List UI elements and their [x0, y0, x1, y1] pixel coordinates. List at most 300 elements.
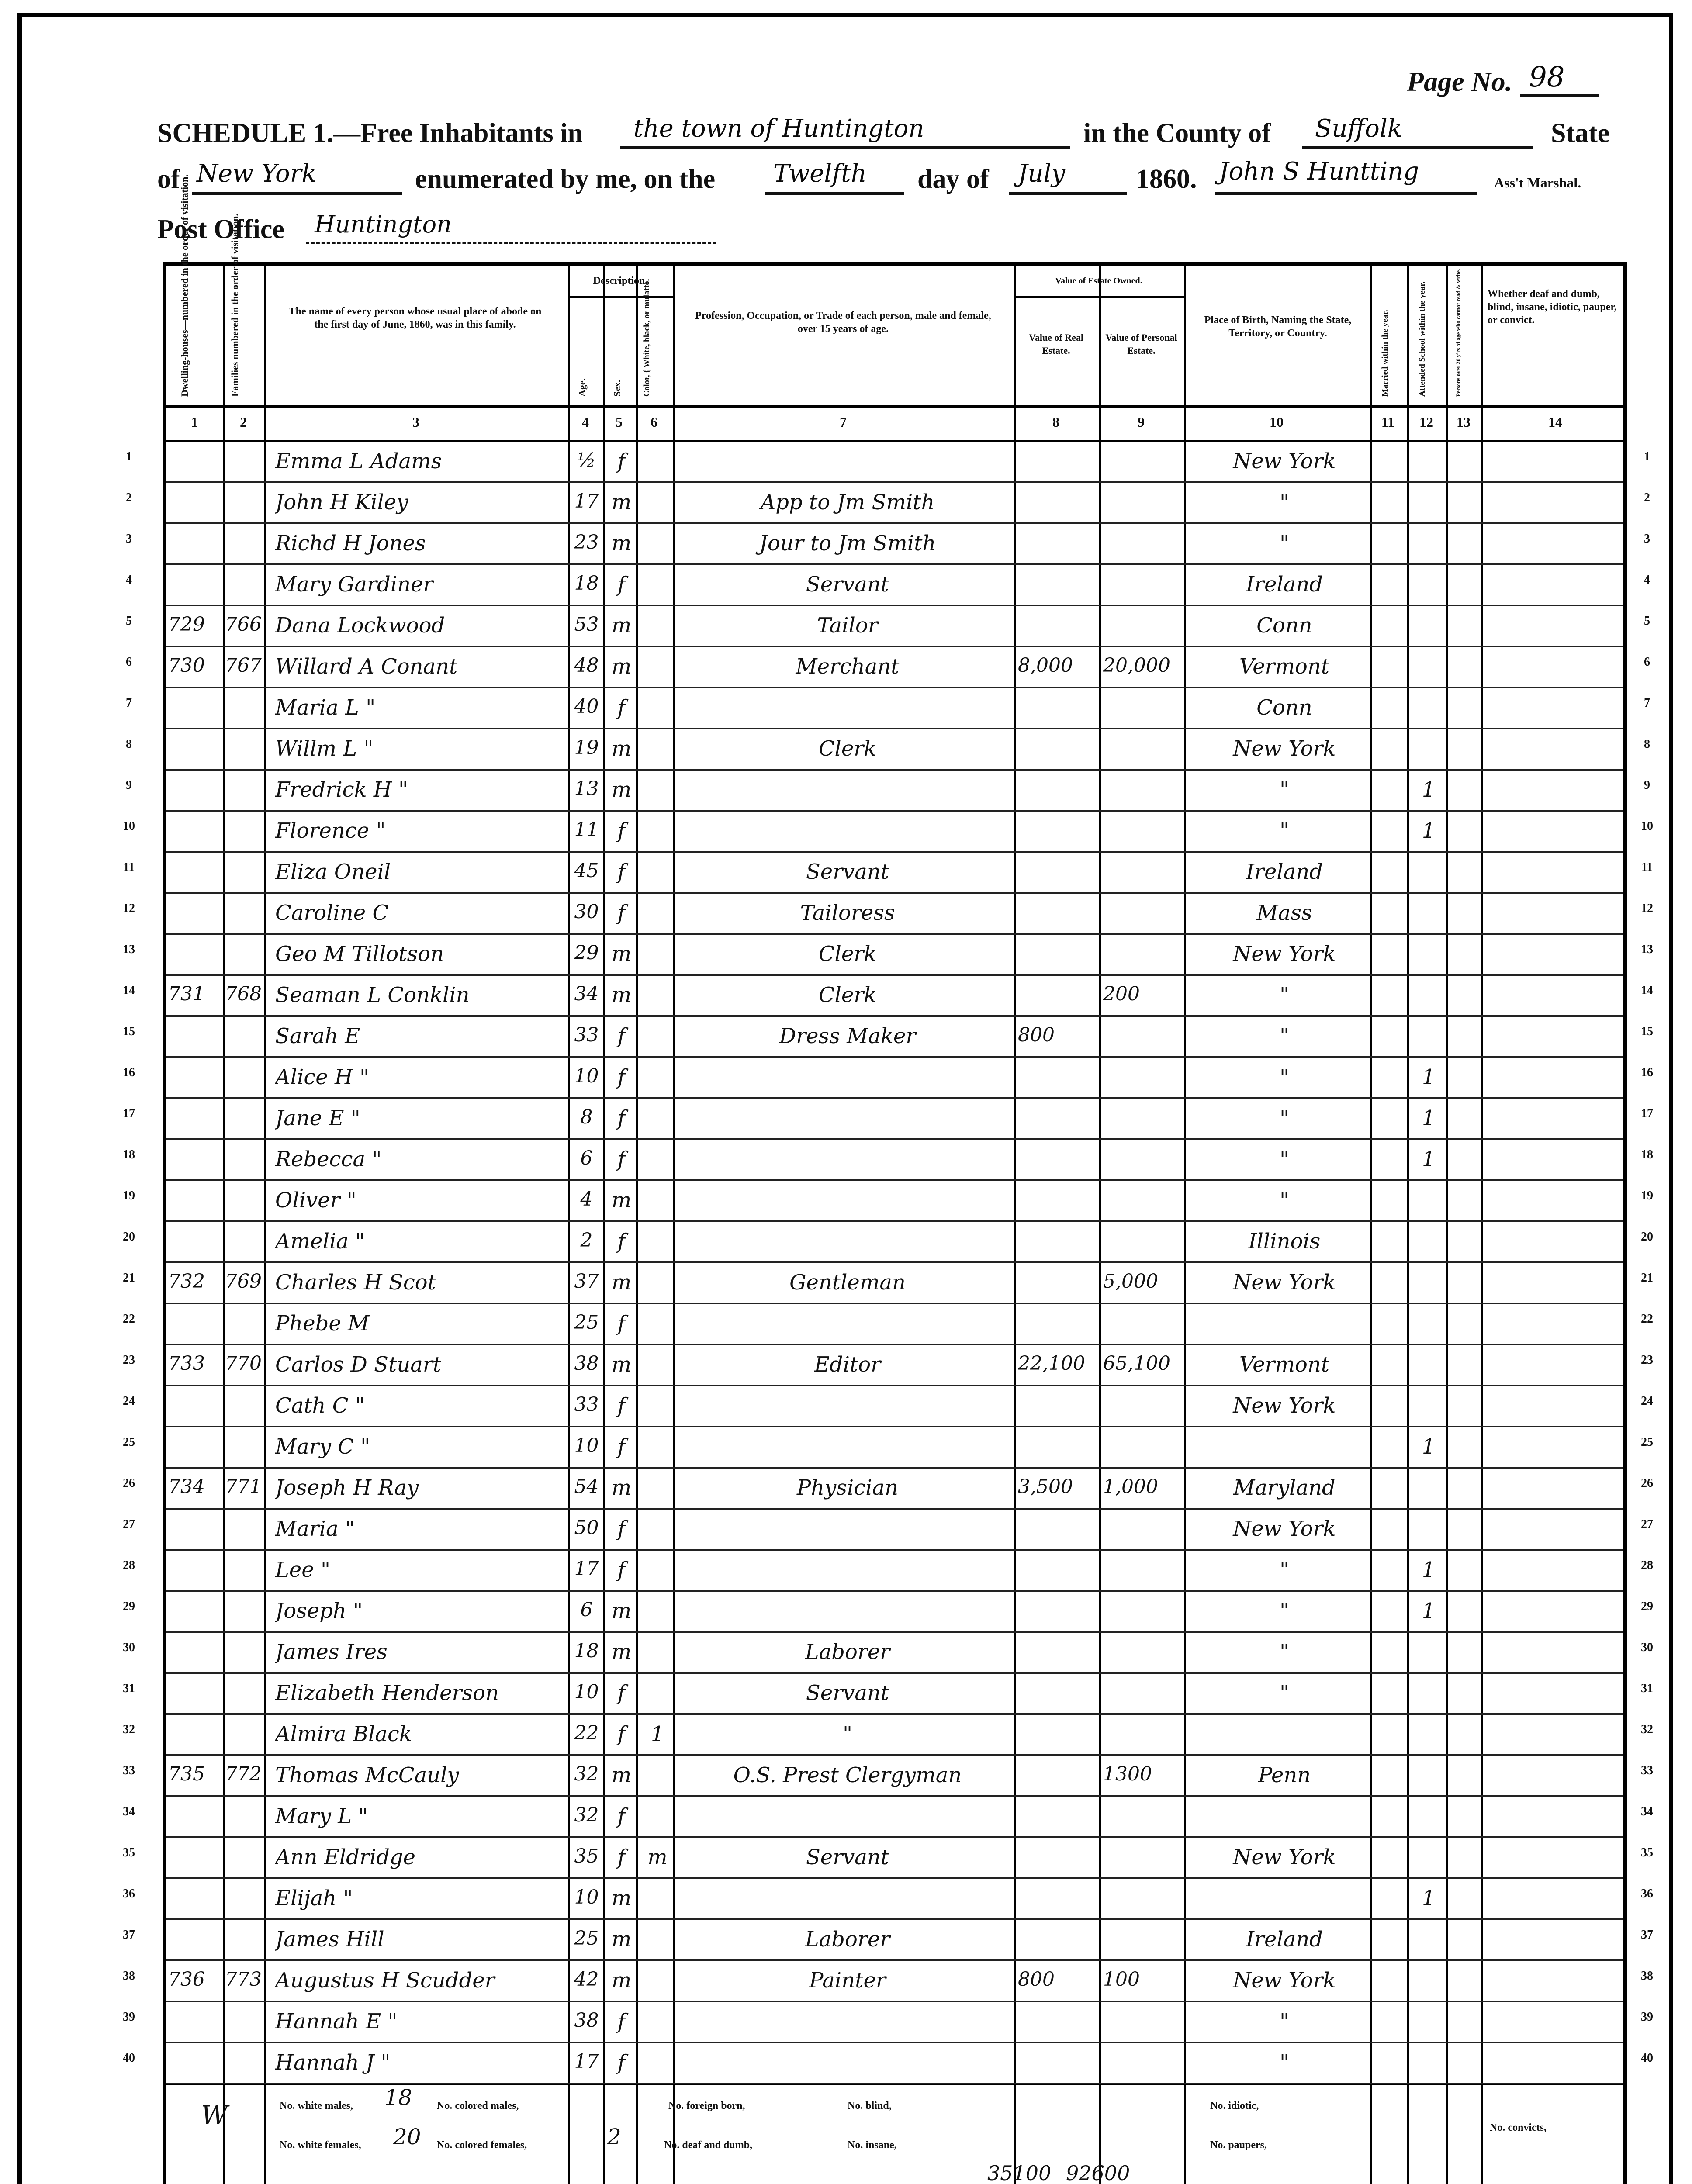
column-number: 13: [1457, 414, 1471, 430]
family-number: 770: [225, 1352, 262, 1375]
row-number-right: 27: [1641, 1517, 1653, 1531]
row-divider: [166, 974, 1623, 976]
personal-estate-value: 20,000: [1103, 654, 1170, 677]
header-personal-estate: Value of Personal Estate.: [1105, 332, 1177, 356]
month-value: July: [1018, 159, 1066, 188]
sex: f: [617, 1065, 626, 1089]
sex: f: [617, 695, 626, 720]
colnum-bottom: [166, 440, 1623, 442]
family-number: 772: [225, 1763, 262, 1785]
birthplace: New York: [1233, 1517, 1336, 1541]
sex: f: [617, 901, 626, 925]
col-divider: [1446, 266, 1448, 2184]
column-number: 11: [1381, 414, 1395, 430]
header-description: Description.: [593, 275, 648, 287]
birthplace: Conn: [1256, 695, 1312, 720]
row-number-left: 33: [123, 1764, 135, 1777]
header-illiterate: Persons over 20 y'rs of age who cannot read & write.: [1455, 269, 1461, 397]
col-divider: [1014, 266, 1016, 2184]
attended-school: 1: [1422, 1434, 1436, 1459]
birthplace: ": [1279, 490, 1290, 515]
person-name: John H Kiley: [275, 490, 408, 515]
occupation: Servant: [806, 572, 889, 597]
birthplace: New York: [1233, 449, 1336, 473]
attended-school: 1: [1422, 1147, 1436, 1171]
sex: f: [617, 819, 626, 843]
row-number-left: 21: [123, 1271, 135, 1285]
person-name: Willm L ": [275, 736, 374, 761]
column-number: 6: [651, 414, 657, 430]
header-families: Families numbered in the order of visitation.: [229, 213, 240, 397]
row-number-right: 33: [1641, 1764, 1653, 1777]
col-divider: [1099, 266, 1101, 2184]
person-name: Mary L ": [275, 1804, 368, 1828]
occupation: Clerk: [818, 942, 877, 966]
person-name: Almira Black: [275, 1722, 412, 1746]
total-real-estate: 35100: [987, 2161, 1052, 2184]
post-office-label: Post Office: [157, 214, 284, 244]
paupers-label: No. paupers,: [1210, 2139, 1267, 2151]
row-number-left: 17: [123, 1107, 135, 1120]
description-divider: [568, 296, 673, 298]
year-label: 1860.: [1136, 164, 1197, 194]
row-number-left: 27: [123, 1517, 135, 1531]
row-divider: [166, 728, 1623, 729]
page-number-label: Page No.: [1407, 66, 1512, 97]
sex: f: [617, 572, 626, 597]
occupation: Clerk: [818, 983, 877, 1007]
row-number-left: 4: [126, 573, 132, 587]
row-number-right: 7: [1644, 696, 1650, 710]
sex: f: [617, 1804, 626, 1828]
row-number-left: 32: [123, 1723, 135, 1736]
column-number: 10: [1270, 414, 1284, 430]
row-divider: [166, 1220, 1623, 1222]
header-real-estate: Value of Real Estate.: [1028, 332, 1084, 356]
age: 32: [574, 1804, 599, 1826]
sex: m: [611, 1352, 632, 1377]
age: 50: [574, 1517, 599, 1539]
row-divider: [166, 687, 1623, 688]
row-number-left: 37: [123, 1928, 135, 1942]
row-number-right: 13: [1641, 943, 1653, 956]
birthplace: ": [1279, 1599, 1290, 1623]
person-name: James Hill: [275, 1927, 384, 1952]
row-divider: [166, 522, 1623, 524]
occupation: Servant: [806, 1681, 889, 1705]
day-of-label: day of: [917, 164, 989, 194]
occupation: Laborer: [805, 1927, 890, 1952]
age: 54: [574, 1476, 599, 1498]
birthplace: Ireland: [1246, 1927, 1323, 1952]
row-number-right: 11: [1641, 860, 1653, 874]
row-divider: [166, 481, 1623, 483]
real-estate-value: 22,100: [1018, 1352, 1085, 1375]
sex: m: [611, 1599, 632, 1623]
person-name: Elijah ": [275, 1886, 353, 1911]
col-divider: [636, 266, 638, 2184]
row-divider: [166, 851, 1623, 853]
row-number-left: 11: [123, 860, 135, 874]
birthplace: Conn: [1256, 613, 1312, 638]
row-divider: [166, 933, 1623, 935]
age: 29: [574, 942, 599, 964]
colored-females-value: 2: [607, 2124, 621, 2149]
birthplace: ": [1279, 1024, 1290, 1048]
attended-school: 1: [1422, 1065, 1436, 1089]
row-number-right: 24: [1641, 1394, 1653, 1408]
row-number-right: 31: [1641, 1682, 1653, 1695]
row-divider: [166, 1303, 1623, 1304]
column-number: 14: [1548, 414, 1562, 430]
estate-divider: [1014, 296, 1184, 298]
header-school: Attended School within the year.: [1418, 281, 1427, 397]
dwelling-number: 733: [168, 1352, 205, 1375]
occupation: Servant: [806, 1845, 889, 1870]
row-number-left: 22: [123, 1312, 135, 1326]
row-divider: [166, 1426, 1623, 1427]
marshal-label: Ass't Marshal.: [1494, 175, 1581, 190]
deaf-dumb-label: No. deaf and dumb,: [664, 2139, 753, 2151]
column-number: 2: [240, 414, 247, 430]
white-males-label: No. white males,: [280, 2100, 353, 2111]
person-name: Willard A Conant: [275, 654, 458, 679]
person-name: Maria L ": [275, 695, 376, 720]
day-underline: [765, 192, 904, 195]
family-number: 768: [225, 983, 262, 1005]
column-number: 4: [582, 414, 589, 430]
age: 17: [574, 490, 599, 512]
row-number-left: 7: [126, 696, 132, 710]
row-number-left: 31: [123, 1682, 135, 1695]
sex: f: [617, 2050, 626, 2075]
row-divider: [166, 1795, 1623, 1797]
row-number-right: 21: [1641, 1271, 1653, 1285]
row-number-right: 10: [1641, 819, 1653, 833]
row-number-right: 28: [1641, 1559, 1653, 1572]
row-divider: [166, 1344, 1623, 1345]
post-office-value: Huntington: [315, 211, 452, 238]
attended-school: 1: [1422, 819, 1436, 843]
county-label: in the County of: [1083, 118, 1271, 148]
person-name: Florence ": [275, 819, 386, 843]
header-condition: Whether deaf and dumb, blind, insane, idiotic, pauper, or convict.: [1488, 288, 1617, 326]
age: 10: [574, 1065, 599, 1087]
row-number-left: 26: [123, 1476, 135, 1490]
row-number-right: 22: [1641, 1312, 1653, 1326]
row-divider: [166, 2083, 1623, 2084]
age: 4: [580, 1188, 593, 1210]
header-dwelling: Dwelling-houses—numbered in the order of visitation.: [179, 174, 190, 397]
birthplace: Penn: [1258, 1763, 1311, 1787]
sex: f: [617, 1393, 626, 1418]
birthplace: ": [1279, 531, 1290, 556]
header-color: Color, { White, black, or mulatto.: [642, 279, 651, 397]
idiotic-label: No. idiotic,: [1210, 2100, 1259, 2111]
person-name: Joseph ": [275, 1599, 363, 1623]
person-name: Dana Lockwood: [275, 613, 445, 638]
row-divider: [166, 1261, 1623, 1263]
row-number-left: 2: [126, 491, 132, 505]
age: 10: [574, 1434, 599, 1457]
row-divider: [166, 1508, 1623, 1510]
white-females-label: No. white females,: [280, 2139, 361, 2151]
row-divider: [166, 1836, 1623, 1838]
row-divider: [166, 892, 1623, 894]
occupation: Painter: [809, 1968, 886, 1993]
family-number: 767: [225, 654, 262, 677]
person-name: Elizabeth Henderson: [275, 1681, 499, 1705]
header-married: Married within the year.: [1381, 310, 1390, 397]
column-number: 5: [616, 414, 623, 430]
age: 40: [574, 695, 599, 718]
birthplace: Vermont: [1239, 654, 1330, 679]
age: 18: [574, 572, 599, 594]
age: 53: [574, 613, 599, 636]
row-divider: [166, 769, 1623, 771]
person-name: Seaman L Conklin: [275, 983, 470, 1007]
sex: f: [617, 1147, 626, 1171]
sex: m: [611, 1270, 632, 1295]
sex: f: [617, 1229, 626, 1254]
row-number-left: 15: [123, 1025, 135, 1038]
schedule-title: SCHEDULE 1.—Free Inhabitants in: [157, 118, 583, 148]
sex: f: [617, 1311, 626, 1336]
age: 6: [580, 1147, 593, 1169]
row-divider: [166, 1590, 1623, 1592]
row-number-right: 9: [1644, 778, 1650, 792]
attended-school: 1: [1422, 1599, 1436, 1623]
row-number-right: 32: [1641, 1723, 1653, 1736]
row-divider: [166, 1959, 1623, 1961]
sex: f: [617, 1517, 626, 1541]
colored-females-label: No. colored females,: [437, 2139, 527, 2151]
marshal-underline: [1215, 192, 1477, 195]
sex: m: [611, 1763, 632, 1787]
person-name: Eliza Oneil: [275, 860, 391, 884]
person-name: James Ires: [275, 1640, 388, 1664]
white-females-value: 20: [393, 2124, 421, 2149]
sex: m: [611, 531, 632, 556]
color: m: [647, 1845, 668, 1870]
row-number-right: 2: [1644, 491, 1650, 505]
row-number-right: 23: [1641, 1353, 1653, 1367]
occupation: O.S. Prest Clergyman: [733, 1763, 962, 1787]
person-name: Ann Eldridge: [275, 1845, 416, 1870]
white-males-value: 18: [384, 2085, 412, 2110]
age: 19: [574, 736, 599, 759]
row-divider: [166, 1631, 1623, 1633]
birthplace: ": [1279, 819, 1290, 843]
header-sex: Sex.: [612, 380, 623, 397]
age: 42: [574, 1968, 599, 1990]
column-number: 9: [1138, 414, 1145, 430]
state-value: New York: [197, 159, 317, 188]
occupation: Dress Maker: [779, 1024, 916, 1048]
age: 35: [574, 1845, 599, 1867]
birthplace: New York: [1233, 942, 1336, 966]
row-divider: [166, 1097, 1623, 1099]
row-divider: [166, 1056, 1623, 1058]
person-name: Amelia ": [275, 1229, 365, 1254]
birthplace: ": [1279, 778, 1290, 802]
person-name: Caroline C: [275, 901, 389, 925]
dwelling-number: 736: [168, 1968, 205, 1990]
row-number-left: 13: [123, 943, 135, 956]
person-name: Joseph H Ray: [275, 1476, 419, 1500]
age: 34: [574, 983, 599, 1005]
color: 1: [651, 1722, 664, 1746]
row-number-left: 19: [123, 1189, 135, 1203]
row-divider: [166, 2042, 1623, 2043]
header-birthplace: Place of Birth, Naming the State, Territory, or Country.: [1204, 314, 1352, 339]
birthplace: Maryland: [1233, 1476, 1336, 1500]
row-number-right: 38: [1641, 1969, 1653, 1983]
col-divider: [1370, 266, 1372, 2184]
age: 32: [574, 1763, 599, 1785]
row-number-right: 36: [1641, 1887, 1653, 1901]
row-divider: [166, 2001, 1623, 2002]
row-number-right: 29: [1641, 1600, 1653, 1613]
age: 8: [580, 1106, 593, 1128]
person-name: Geo M Tillotson: [275, 942, 444, 966]
header-age: Age.: [577, 378, 588, 397]
row-number-right: 14: [1641, 984, 1653, 997]
personal-estate-value: 100: [1103, 1968, 1140, 1990]
family-number: 773: [225, 1968, 262, 1990]
person-name: Mary Gardiner: [275, 572, 433, 597]
col-divider: [673, 266, 675, 2184]
enumerator-mark: W: [201, 2100, 228, 2131]
sex: f: [617, 1558, 626, 1582]
row-number-right: 40: [1641, 2051, 1653, 2065]
person-name: Mary C ": [275, 1434, 370, 1459]
dwelling-number: 732: [168, 1270, 205, 1292]
birthplace: ": [1279, 1065, 1290, 1089]
blind-label: No. blind,: [848, 2100, 892, 2111]
age: 25: [574, 1927, 599, 1949]
age: 22: [574, 1722, 599, 1744]
occupation: Gentleman: [789, 1270, 906, 1295]
row-number-right: 15: [1641, 1025, 1653, 1038]
row-number-left: 14: [123, 984, 135, 997]
birthplace: Ireland: [1246, 572, 1323, 597]
row-number-left: 29: [123, 1600, 135, 1613]
person-name: Sarah E: [275, 1024, 360, 1048]
row-number-right: 3: [1644, 532, 1650, 546]
row-number-left: 23: [123, 1353, 135, 1367]
row-divider: [166, 1015, 1623, 1017]
birthplace: New York: [1233, 736, 1336, 761]
sex: f: [617, 1681, 626, 1705]
attended-school: 1: [1422, 1886, 1436, 1911]
birthplace: ": [1279, 1681, 1290, 1705]
dwelling-number: 731: [168, 983, 205, 1005]
sex: m: [611, 942, 632, 966]
person-name: Lee ": [275, 1558, 331, 1582]
post-office-underline: [306, 242, 716, 244]
sex: m: [611, 654, 632, 679]
row-number-left: 1: [126, 450, 132, 463]
row-divider: [166, 1754, 1623, 1756]
row-divider: [166, 1467, 1623, 1469]
row-number-left: 34: [123, 1805, 135, 1818]
foreign-born-label: No. foreign born,: [668, 2100, 745, 2111]
person-name: Cath C ": [275, 1393, 365, 1418]
county-value: Suffolk: [1315, 114, 1402, 143]
family-number: 771: [225, 1476, 262, 1498]
row-number-left: 16: [123, 1066, 135, 1079]
enumerated-label: enumerated by me, on the: [415, 164, 716, 194]
row-divider: [166, 605, 1623, 606]
month-underline: [1009, 192, 1127, 195]
person-name: Fredrick H ": [275, 778, 408, 802]
of-label: of: [157, 164, 180, 194]
town-underline: [620, 146, 1070, 149]
sex: f: [617, 1722, 626, 1746]
column-number: 12: [1419, 414, 1433, 430]
real-estate-value: 800: [1018, 1968, 1055, 1990]
sex: f: [617, 1106, 626, 1130]
occupation: Clerk: [818, 736, 877, 761]
row-number-right: 5: [1644, 614, 1650, 628]
age: 30: [574, 901, 599, 923]
personal-estate-value: 1300: [1103, 1763, 1152, 1785]
age: 17: [574, 2050, 599, 2073]
col-divider: [1481, 266, 1483, 2184]
person-name: Phebe M: [275, 1311, 370, 1336]
col-divider: [223, 266, 225, 2184]
row-number-left: 18: [123, 1148, 135, 1161]
column-number: 8: [1052, 414, 1059, 430]
birthplace: Mass: [1256, 901, 1312, 925]
row-number-left: 8: [126, 737, 132, 751]
convicts-label: No. convicts,: [1490, 2122, 1547, 2133]
birthplace: ": [1279, 983, 1290, 1007]
sex: m: [611, 613, 632, 638]
row-number-left: 38: [123, 1969, 135, 1983]
birthplace: ": [1279, 1558, 1290, 1582]
dwelling-number: 730: [168, 654, 205, 677]
birthplace: Ireland: [1246, 860, 1323, 884]
person-name: Emma L Adams: [275, 449, 442, 473]
row-number-left: 10: [123, 819, 135, 833]
person-name: Carlos D Stuart: [275, 1352, 442, 1377]
column-number: 3: [412, 414, 419, 430]
occupation: Laborer: [805, 1640, 890, 1664]
row-number-right: 18: [1641, 1148, 1653, 1161]
col-divider: [264, 266, 266, 2184]
real-estate-value: 3,500: [1018, 1476, 1073, 1498]
personal-estate-value: 65,100: [1103, 1352, 1170, 1375]
row-number-left: 6: [126, 655, 132, 669]
row-number-left: 9: [126, 778, 132, 792]
sex: m: [611, 1640, 632, 1664]
age: 38: [574, 2009, 599, 2032]
person-name: Rebecca ": [275, 1147, 382, 1171]
age: 10: [574, 1886, 599, 1908]
header-bottom: [166, 405, 1623, 408]
occupation: Merchant: [796, 654, 900, 679]
attended-school: 1: [1422, 1106, 1436, 1130]
age: 45: [574, 860, 599, 882]
row-number-right: 35: [1641, 1846, 1653, 1859]
birthplace: Vermont: [1239, 1352, 1330, 1377]
age: 33: [574, 1024, 599, 1046]
person-name: Hannah J ": [275, 2050, 391, 2075]
row-number-right: 1: [1644, 450, 1650, 463]
row-number-left: 40: [123, 2051, 135, 2065]
